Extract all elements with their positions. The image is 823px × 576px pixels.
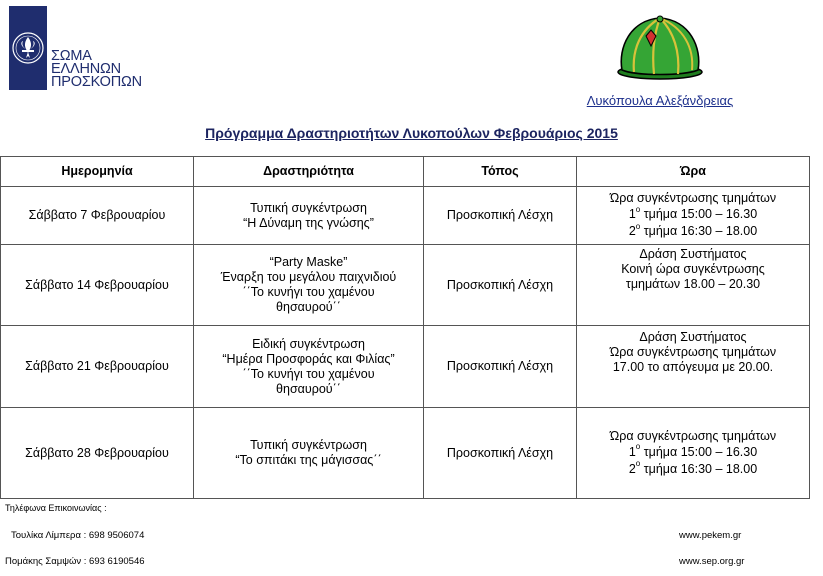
cell-time bbox=[577, 187, 810, 245]
activity-line: Τυπική συγκέντρωση bbox=[250, 200, 367, 215]
cell-time bbox=[577, 408, 810, 499]
time-line: $1^o$ τμήμα 15:00 – 16.30 bbox=[628, 442, 758, 459]
activity-line: θησαυρού΄΄ bbox=[276, 300, 341, 314]
cell-place: Προσκοπική Λέσχη bbox=[424, 326, 577, 408]
activity-line: ΄΄Το κυνήγι του χαμένου bbox=[242, 366, 375, 381]
activity-line: θησαυρού΄΄ bbox=[276, 381, 341, 396]
cell-place: Προσκοπική Λέσχη bbox=[424, 187, 577, 245]
cell-activity bbox=[194, 408, 424, 499]
org-logo bbox=[9, 6, 149, 96]
cell-place: Προσκοπική Λέσχη bbox=[424, 245, 577, 326]
table-row bbox=[1, 326, 810, 408]
time-line: 17.00 το απόγευμα με 20.00. bbox=[612, 360, 774, 374]
cub-cap-icon bbox=[614, 14, 706, 80]
cell-activity bbox=[194, 245, 424, 326]
cell-date: Σάββατο 21 Φεβρουαρίου bbox=[1, 326, 194, 408]
contact-phone-1: Τουλίκα Λίμπερα : 698 9506074 bbox=[11, 530, 145, 541]
time-line: $2^o$ τμήμα 16:30 – 18.00 bbox=[628, 459, 758, 476]
activity-line: “Ημέρα Προσφοράς και Φιλίας” bbox=[222, 351, 395, 366]
pack-name: Λυκόπουλα Αλεξάνδρειας bbox=[586, 93, 734, 108]
table-row bbox=[1, 408, 810, 499]
org-name-line-3: ΠΡΟΣΚΟΠΩΝ bbox=[51, 74, 142, 90]
program-table bbox=[0, 156, 810, 499]
time-line: $2^o$ τμήμα 16:30 – 18.00 bbox=[628, 221, 758, 238]
activity-line: “Το σπιτάκι της μάγισσας΄΄ bbox=[235, 453, 382, 467]
cell-time bbox=[577, 245, 810, 326]
cell-date: Σάββατο 7 Φεβρουαρίου bbox=[1, 187, 194, 245]
activity-line: Τυπική συγκέντρωση bbox=[250, 438, 367, 452]
cell-time bbox=[577, 326, 810, 408]
contact-phone-2: Πομάκης Σαμψών : 693 6190546 bbox=[5, 556, 145, 567]
activity-line: Έναρξη του μεγάλου παιχνιδιού bbox=[220, 270, 397, 284]
cell-activity bbox=[194, 326, 424, 408]
time-line: Ώρα συγκέντρωσης τμημάτων bbox=[609, 428, 777, 443]
org-name-line-2: ΕΛΛΗΝΩΝ bbox=[51, 61, 121, 77]
header-activity: Δραστηριότητα bbox=[194, 157, 424, 187]
table-header-row bbox=[1, 157, 810, 187]
header-date: Ημερομηνία bbox=[1, 157, 194, 187]
activity-line: “Η Δύναμη της γνώσης” bbox=[243, 215, 374, 230]
org-name-line-1: ΣΩΜΑ bbox=[51, 48, 92, 64]
cell-activity bbox=[194, 187, 424, 245]
header-time: Ώρα bbox=[577, 157, 810, 187]
website-link-1[interactable]: www.pekem.gr bbox=[679, 530, 742, 541]
activity-line: “Party Maske” bbox=[269, 255, 348, 269]
time-line: Δράση Συστήματος bbox=[639, 330, 747, 344]
scout-emblem-icon bbox=[9, 6, 47, 90]
org-name bbox=[51, 50, 161, 89]
activity-line: ΄΄Το κυνήγι του χαμένου bbox=[242, 285, 375, 299]
table-row bbox=[1, 245, 810, 326]
header-place: Τόπος bbox=[424, 157, 577, 187]
cell-date: Σάββατο 14 Φεβρουαρίου bbox=[1, 245, 194, 326]
document-title: Πρόγραμμα Δραστηριοτήτων Λυκοπούλων Φεβρουάριος 2015 bbox=[205, 125, 618, 141]
contacts-label: Τηλέφωνα Επικοινωνίας : bbox=[5, 503, 107, 513]
time-line: Δράση Συστήματος bbox=[639, 247, 747, 261]
time-line: Ώρα συγκέντρωσης τμημάτων bbox=[609, 345, 777, 359]
activity-line: Ειδική συγκέντρωση bbox=[252, 336, 365, 351]
time-line: τμημάτων 18.00 – 20.30 bbox=[625, 277, 761, 291]
time-line: $1^o$ τμήμα 15:00 – 16.30 bbox=[628, 204, 758, 221]
cell-place: Προσκοπική Λέσχη bbox=[424, 408, 577, 499]
table-row bbox=[1, 187, 810, 245]
time-line: Κοινή ώρα συγκέντρωσης bbox=[621, 262, 765, 276]
cell-date: Σάββατο 28 Φεβρουαρίου bbox=[1, 408, 194, 499]
time-line: Ώρα συγκέντρωσης τμημάτων bbox=[609, 191, 777, 205]
website-link-2[interactable]: www.sep.org.gr bbox=[679, 556, 745, 567]
